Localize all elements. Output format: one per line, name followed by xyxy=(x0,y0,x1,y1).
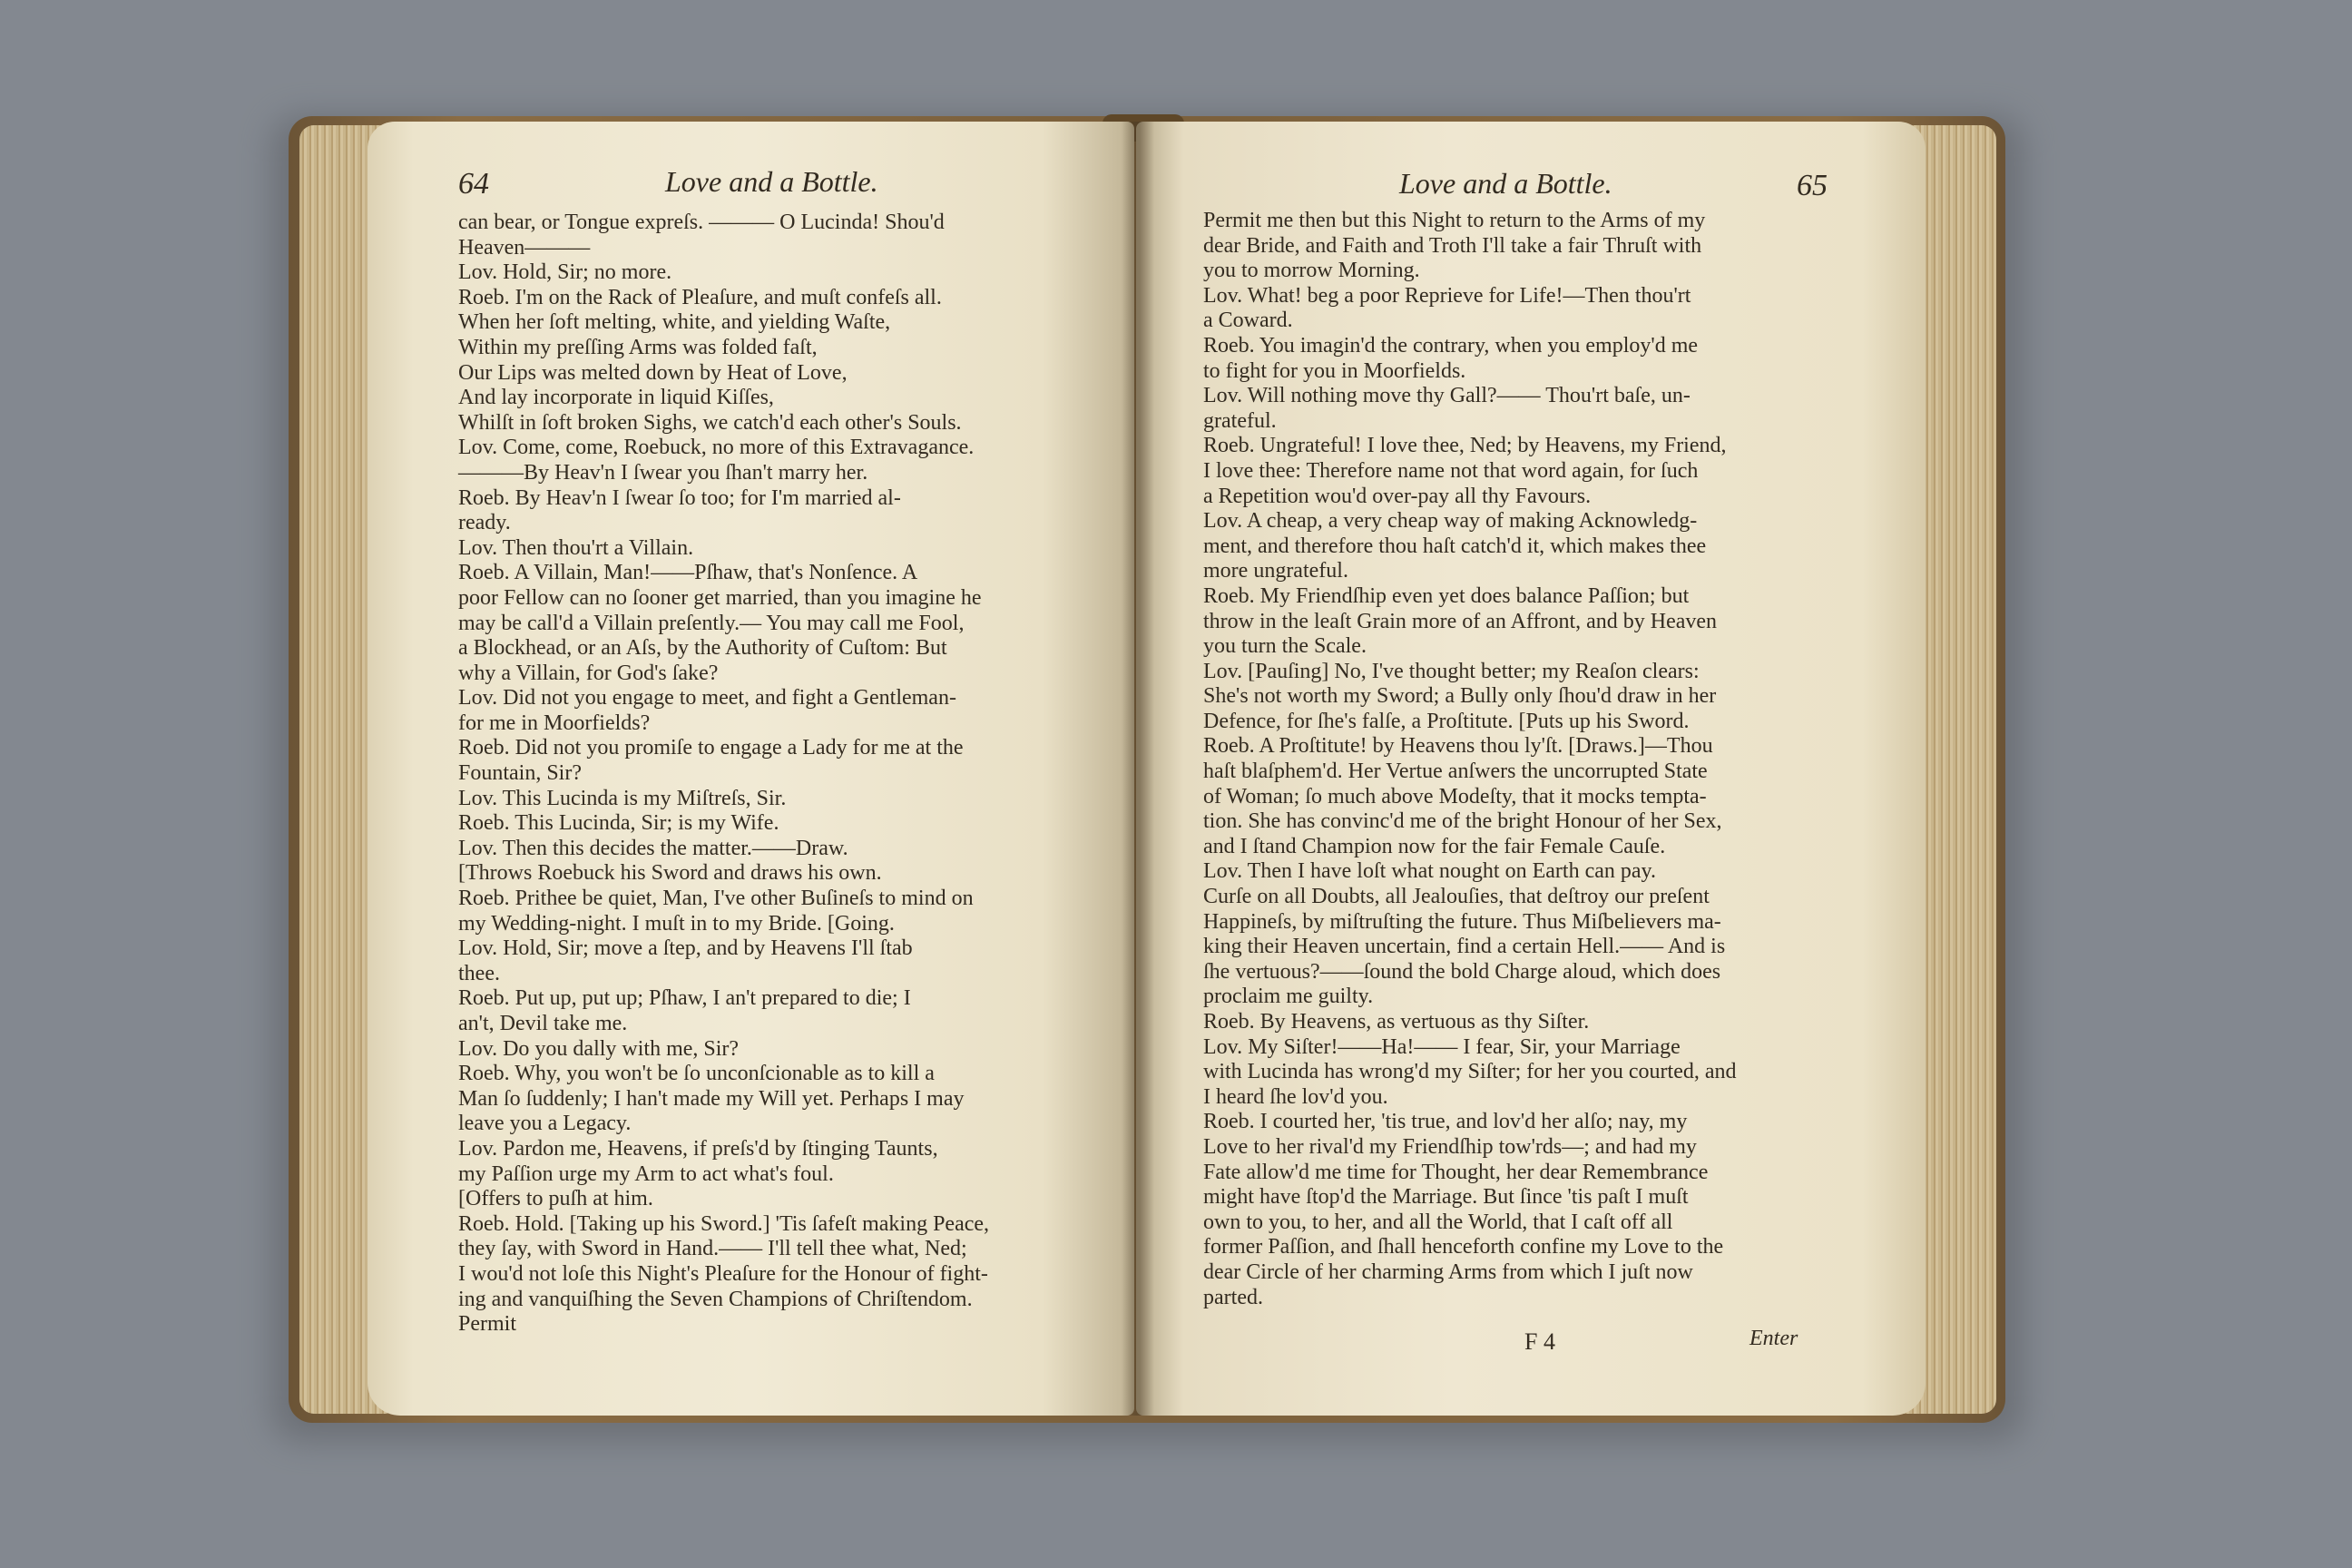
left-running-title: Love and a Bottle. xyxy=(665,165,878,198)
text-line: own to you, to her, and all the World, that I caſt off all xyxy=(1203,1210,1673,1234)
text-line: Heaven——— xyxy=(458,235,591,260)
right-page-text xyxy=(1203,209,1875,1310)
left-page-number: 64 xyxy=(458,167,489,201)
text-line: Our Lips was melted down by Heat of Love, xyxy=(458,360,848,385)
text-line: king their Heaven uncertain, find a certain Hell.—— And is xyxy=(1203,935,1726,959)
text-line: Fate allow'd me time for Thought, her dear Remembrance xyxy=(1203,1160,1709,1184)
text-line: ———By Heav'n I ſwear you ſhan't marry her. xyxy=(458,460,868,485)
text-line: ment, and therefore thou haſt catch'd it, which makes thee xyxy=(1203,534,1707,558)
text-line: Lov. Will nothing move thy Gall?—— Thou'rt baſe, un- xyxy=(1203,384,1690,408)
text-line: Lov. What! beg a poor Reprieve for Life!—Then thou'rt xyxy=(1203,283,1691,308)
text-line: tion. She has convinc'd me of the bright Honour of her Sex, xyxy=(1203,809,1722,834)
text-line: a Repetition wou'd over-pay all thy Favours. xyxy=(1203,484,1592,508)
text-line: Roeb. Ungrateful! I love thee, Ned; by Heavens, my Friend, xyxy=(1203,434,1727,458)
text-line: Roeb. Why, you won't be ſo unconſcionable as to kill a xyxy=(458,1062,935,1086)
text-line: and I ſtand Champion now for the fair Female Cauſe. xyxy=(1203,834,1666,858)
text-line: parted. xyxy=(1203,1285,1263,1309)
text-line: haſt blaſphem'd. Her Vertue anſwers the uncorrupted State xyxy=(1203,760,1708,784)
text-line: Lov. Hold, Sir; no more. xyxy=(458,260,672,285)
text-line: poor Fellow can no ſooner get married, than you imagine he xyxy=(458,585,982,610)
text-line: Roeb. A Villain, Man!——Pſhaw, that's Nonſence. A xyxy=(458,561,918,585)
text-line: Roeb. By Heavens, as vertuous as thy Siſter. xyxy=(1203,1010,1590,1034)
right-page-number: 65 xyxy=(1797,169,1828,202)
right-running-title: Love and a Bottle. xyxy=(1399,167,1612,200)
text-line: Lov. Then this decides the matter.——Draw. xyxy=(458,836,848,860)
text-line: I heard ſhe lov'd you. xyxy=(1203,1084,1388,1109)
text-line: When her ſoft melting, white, and yielding Waſte, xyxy=(458,310,891,335)
text-line: can bear, or Tongue expreſs. ——— O Lucinda! Shou'd xyxy=(458,211,945,234)
text-line: Roeb. Hold. [Taking up his Sword.] 'Tis ſafeſt making Peace, xyxy=(458,1211,990,1236)
text-line: Roeb. By Heav'n I ſwear ſo too; for I'm married al- xyxy=(458,485,901,510)
text-line: Man ſo ſuddenly; I han't made my Will yet. Perhaps I may xyxy=(458,1086,965,1111)
text-line: Permit me then but this Night to return to the Arms of my xyxy=(1203,209,1706,232)
text-line: Roeb. This Lucinda, Sir; is my Wife. xyxy=(458,811,779,836)
text-line: [Throws Roebuck his Sword and draws his own. xyxy=(458,861,882,886)
text-line: former Paſſion, and ſhall henceforth confine my Love to the xyxy=(1203,1235,1724,1259)
text-line: Lov. Then thou'rt a Villain. xyxy=(458,535,694,560)
text-line: Defence, for ſhe's falſe, a Proſtitute. [Puts up his Sword. xyxy=(1203,709,1690,733)
text-line: Roeb. Put up, put up; Pſhaw, I an't prepared to die; I xyxy=(458,986,911,1011)
text-line: might have ſtop'd the Marriage. But ſince 'tis paſt I muſt xyxy=(1203,1185,1689,1210)
text-line: Lov. Do you dally with me, Sir? xyxy=(458,1036,740,1061)
text-line: a Blockhead, or an Aſs, by the Authority of Cuſtom: But xyxy=(458,636,947,661)
text-line: Roeb. A Proſtitute! by Heavens thou ly'ſt. [Draws.]—Thou xyxy=(1203,734,1713,759)
text-line: Roeb. I courted her, 'tis true, and lov'd her alſo; nay, my xyxy=(1203,1110,1688,1134)
text-line: throw in the leaſt Grain more of an Affront, and by Heaven xyxy=(1203,609,1718,633)
text-line: dear Circle of her charming Arms from which I juſt now xyxy=(1203,1259,1693,1284)
text-line: Within my preſſing Arms was folded faſt, xyxy=(458,335,818,359)
text-line: And lay incorporate in liquid Kiſſes, xyxy=(458,386,774,410)
text-line: Lov. Did not you engage to meet, and fight a Gentleman- xyxy=(458,686,956,710)
text-line: Fountain, Sir? xyxy=(458,761,582,786)
text-line: ſhe vertuous?——ſound the bold Charge aloud, which does xyxy=(1203,959,1721,984)
right-page xyxy=(1136,122,1926,1416)
left-page-text xyxy=(458,211,1112,1338)
text-line: for me in Moorfields? xyxy=(458,710,651,735)
left-page xyxy=(368,122,1134,1416)
text-line: Lov. Come, come, Roebuck, no more of this Extravagance. xyxy=(458,436,975,460)
text-line: may be call'd a Villain preſently.— You may call me Fool, xyxy=(458,611,965,635)
text-line: an't, Devil take me. xyxy=(458,1012,628,1035)
text-line: dear Bride, and Faith and Troth I'll take a fair Thruſt with xyxy=(1203,233,1702,258)
text-line: Lov. This Lucinda is my Miſtreſs, Sir. xyxy=(458,786,787,810)
text-line: I love thee: Therefore name not that word again, for ſuch xyxy=(1203,458,1699,483)
text-line: thee. xyxy=(458,961,500,985)
text-line: Curſe on all Doubts, all Jealouſies, that deſtroy our preſent xyxy=(1203,885,1710,909)
text-line: Happineſs, by miſtruſting the future. Thus Miſbelievers ma- xyxy=(1203,909,1721,934)
text-line: Lov. A cheap, a very cheap way of making Acknowledg- xyxy=(1203,509,1698,534)
text-line: my Paſſion urge my Arm to act what's foul. xyxy=(458,1161,834,1186)
text-line: leave you a Legacy. xyxy=(458,1112,632,1136)
signature-mark: F 4 xyxy=(1524,1328,1555,1355)
book-gutter xyxy=(1122,122,1154,1416)
text-line: Lov. [Pauſing] No, I've thought better; my Reaſon clears: xyxy=(1203,659,1700,683)
text-line: why a Villain, for God's ſake? xyxy=(458,661,719,685)
text-line: you turn the Scale. xyxy=(1203,634,1367,659)
text-line: Permit xyxy=(458,1312,516,1337)
text-line: with Lucinda has wrong'd my Siſter; for her you courted, and xyxy=(1203,1060,1737,1084)
text-line: they ſay, with Sword in Hand.—— I'll tell thee what, Ned; xyxy=(458,1237,967,1261)
text-line: my Wedding-night. I muſt in to my Bride. [Going. xyxy=(458,911,895,936)
text-line: Lov. My Siſter!——Ha!—— I fear, Sir, your Marriage xyxy=(1203,1034,1681,1059)
text-line: Roeb. Did not you promiſe to engage a Lady for me at the xyxy=(458,736,964,760)
text-line: Roeb. You imagin'd the contrary, when you employ'd me xyxy=(1203,333,1699,358)
text-line: a Coward. xyxy=(1203,309,1293,333)
text-line: Lov. Hold, Sir; move a ſtep, and by Heavens I'll ſtab xyxy=(458,936,913,961)
text-line: Love to her rival'd my Friendſhip tow'rds—; and had my xyxy=(1203,1134,1697,1159)
text-line: Lov. Pardon me, Heavens, if preſs'd by ſtinging Taunts, xyxy=(458,1136,938,1161)
text-line: of Woman; ſo much above Modeſty, that it mocks tempta- xyxy=(1203,784,1707,808)
text-line: ing and vanquiſhing the Seven Champions of Chriſtendom. xyxy=(458,1287,973,1311)
text-line: She's not worth my Sword; a Bully only ſhou'd draw in her xyxy=(1203,684,1717,709)
text-line: to fight for you in Moorfields. xyxy=(1203,358,1466,383)
text-line: grateful. xyxy=(1203,408,1277,433)
text-line: Roeb. My Friendſhip even yet does balance Paſſion; but xyxy=(1203,583,1690,608)
text-line: you to morrow Morning. xyxy=(1203,259,1420,283)
text-line: Lov. Then I have loſt what nought on Earth can pay. xyxy=(1203,859,1656,884)
text-line: more ungrateful. xyxy=(1203,559,1348,583)
text-line: Whilſt in ſoft broken Sighs, we catch'd each other's Souls. xyxy=(458,410,962,435)
text-line: proclaim me guilty. xyxy=(1203,985,1374,1009)
text-line: ready. xyxy=(458,511,511,535)
text-line: Roeb. Prithee be quiet, Man, I've other Buſineſs to mind on xyxy=(458,887,974,911)
text-line: [Offers to puſh at him. xyxy=(458,1187,653,1211)
catchword: Enter xyxy=(1749,1327,1798,1350)
text-line: I wou'd not loſe this Night's Pleaſure for the Honour of fight- xyxy=(458,1261,988,1286)
text-line: Roeb. I'm on the Rack of Pleaſure, and muſt confeſs all. xyxy=(458,285,942,309)
